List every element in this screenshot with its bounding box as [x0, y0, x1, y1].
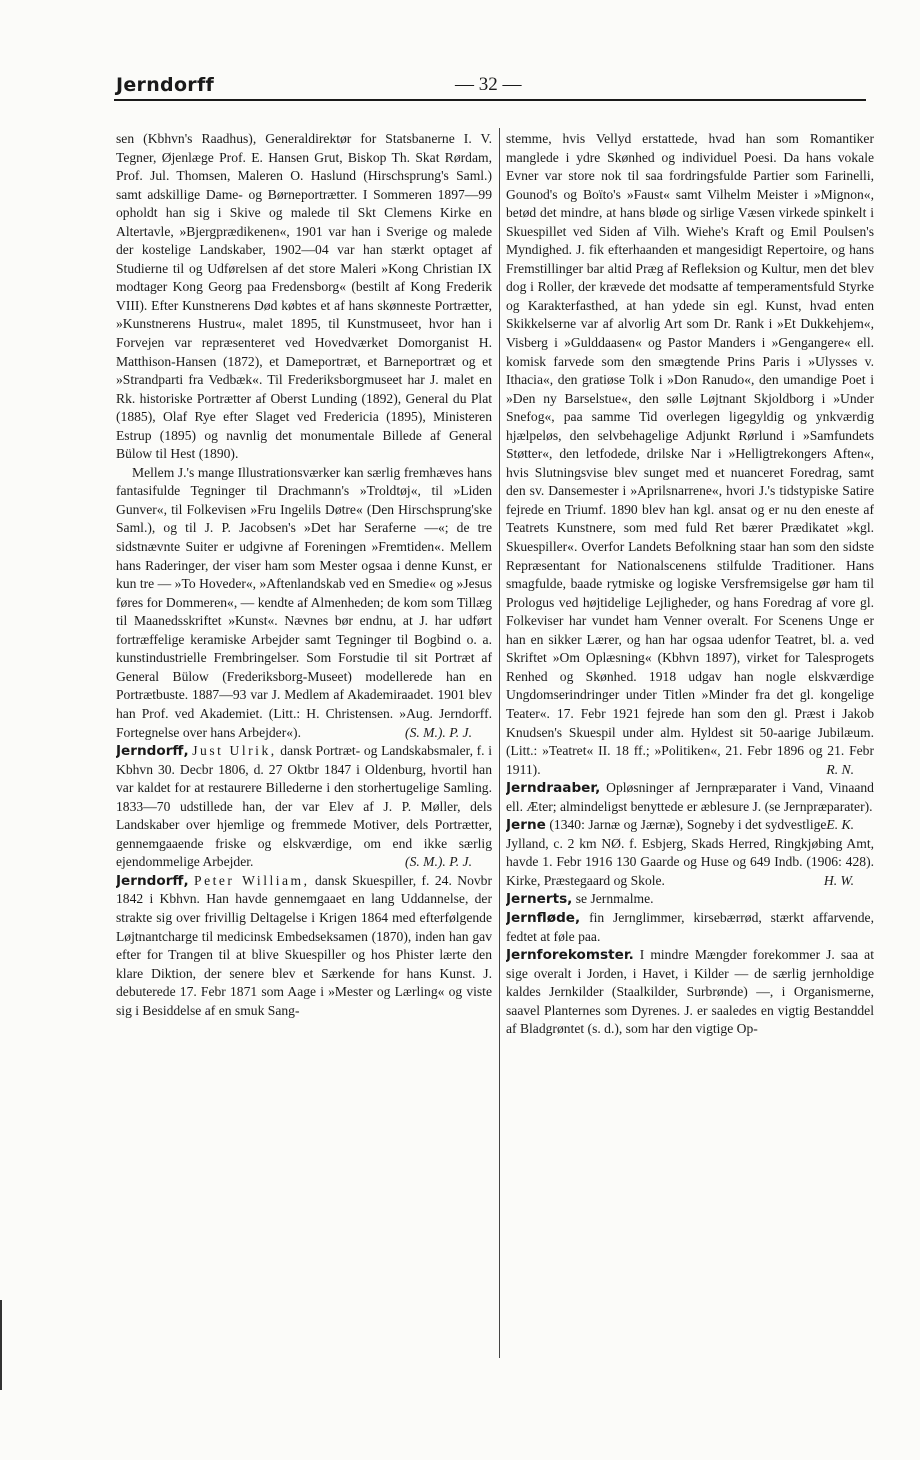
entry-text: dansk Skuespiller, f. 24. Novbr 1842 i Kbhvn. Han havde gennemgaaet en lang Uddannelse, der strakte sig over frivillig Deltagelse i Krigen 1864 med efterfølgende Løjtnantcharge til medicinsk Embedseksamen (1870), inden han gav efter for Trangen til at blive Skuespiller og hos Phister lærte den klare Diktion, der senere blev et Særkende for hans Kunst. J. debuterede 17. Febr 1871 som Aage i »Mester og Lærling« og viste sig i Besiddelse af en smuk Sang- [116, 872, 492, 1018]
signature: R. N. [826, 761, 854, 777]
entry-text: I mindre Mængder forekommer J. saa at sige overalt i Jorden, i Havet, i Kilder — de særlig jernholdige kaldes Jernkilder (Staalkilder, Surbrønde) —, i Organismerne, saavel Planternes som Dyrenes. J. er saaledes en vigtig Bestanddel af Bladgrøntet (s. d.), som har den vigtige Op- [506, 947, 874, 1037]
scan-edge-mark [0, 1300, 2, 1390]
entry-jerne [506, 816, 874, 890]
header-rule [114, 99, 866, 101]
signature: (S. M.). P. J. [405, 724, 472, 740]
left-column [116, 130, 492, 1360]
column-divider [499, 128, 500, 1358]
signature: H. W. [823, 872, 854, 888]
entry-jerndorff-peter-william [116, 872, 492, 1020]
entry-text: dansk Portræt- og Landskabsmaler, f. i Kbhvn 30. Decbr 1806, d. 27 Oktbr 1847 i Oldenburg, hvortil han var kaldet for at restaurere Billederne i den storhertugelige Samling. 1833—70 udstillede han, der var Elev af J. P. Møller, dels Landskaber over hjemlige og fremmede Motiver, dels Portrætter, gennemgaaende friske og elskværdige, om end ikke særlig ejendommelige Arbejder. [116, 743, 492, 870]
entry-text: (1340: Jarnæ og Jærnæ), Sogneby i det sydvestlige Jylland, c. 2 km NØ. f. Esbjerg, Skads Herred, Ringkjøbing Amt, havde 1. Febr 1916 130 Gaarde og Huse og 649 Indb. (1906: 428). Kirke, Præstegaard og Skole. [506, 817, 874, 888]
entry-text: se Jernmalme. [575, 891, 654, 907]
entry-name: Just Ulrik, [192, 743, 277, 759]
left-paragraph-1: sen (Kbhvn's Raadhus), Generaldirektør for Statsbanerne I. V. Tegner, Øjenlæge Prof. E. Hansen Grut, Biskop Th. Skat Rørdam, Prof. Jul. Thomsen, Maleren O. Haslund (Hirschsprung's Saml.) samt adskillige Dame- og Børneportrætter. I Sommeren 1897—99 opholdt han sig i Skive og malede til Skt Clemens Kirke en Altertavle, »Bjergprædikenen«, 1901 var han i Sverige og malede der kostelige Landskaber, 1902—04 var han stærkt optaget af Studierne til og Udførelsen af det store Maleri »Kong Christian IX modtager Kong Georg paa Fredensborg« (bestilt af Kong Frederik VIII). Efter Kunstnerens Død købtes et af hans skønneste Portrætter, »Kunstnerens Hustru«, malet 1895, til Kunstmuseet, hvor han i Forvejen var repræsenteret ved Hovedværket Domorganist H. Matthison-Hansen (1872), et Dameportræt, et Barneportræt og et »Strandparti fra Vedbæk«. Til Frederiksborgmuseet har J. malet en Rk. historiske Portrætter af Oberst Lunding (1892), General du Plat (1885), Olaf Rye efter Slaget ved Fredericia (1895), Ministeren Estrup (1895) og navnlig det monumentale Billede af General Bülow til Hest (1890). [116, 131, 492, 462]
entry-text: fin Jernglimmer, kirsebærrød, stærkt affarvende, fedtet at føle paa. [506, 909, 874, 944]
page-header [0, 70, 920, 102]
entry-text: Opløsninger af Jernpræparater i Vand, Vinaand ell. Æter; almindeligst benyttede er æblesure J. (se Jernpræparater). [506, 780, 874, 814]
entry-headword: Jerndraaber, [506, 780, 601, 797]
running-head: Jerndorff [116, 74, 215, 96]
entry-headword: Jerndorff, [116, 872, 189, 889]
left-paragraph-2-text: Mellem J.'s mange Illustrationsværker kan særlig fremhæves hans fantasifulde Tegninger til Drachmann's »Troldtøj«, til »Liden Gunver«, til Folkevisen »Fru Ingelils Døtre« (Den Hirschsprung'ske Saml.), og til J. P. Jacobsen's »Det har Seraferne —«; de tre sidstnævnte Suiter er udgivne af Foreningen »Fremtiden«. Mellem hans Raderinger, der viser ham som Mester ogsaa i denne Kunst, er kun tre — »To Hoveder«, »Aftenlandskab ved en Smedie« og »Jesus føres for Dommeren«, — kendte af Almenheden; de kom som Tillæg til Maanedsskriftet »Kunst«. Nævnes bør endnu, at J. har udført fortræffelige keramiske Arbejder samt Tegninger til Bogbind o. a. kunstindustrielle Frembringelser. Som Forstudie til sit Portræt af General Bülow (Frederiksborg-Museet) modellerede han en Portrætbuste. 1887—93 var J. Medlem af Akademiraadet. 1901 blev han Prof. ved Akademiet. (Litt.: H. Christensen. »Aug. Jerndorff. Fortegnelse over hans Arbejder«). [116, 464, 492, 740]
entry-jernerts [506, 890, 874, 909]
signature: E. K. [826, 817, 854, 833]
entry-jernforekomster [506, 946, 874, 1039]
entry-name: Peter William, [194, 872, 310, 888]
page-number: — 32 — [455, 74, 522, 95]
entry-headword: Jerndorff, [116, 743, 189, 760]
entry-headword: Jernerts, [506, 891, 573, 908]
entry-jernflode [506, 909, 874, 946]
entry-headword: Jernfløde, [506, 909, 581, 926]
entry-headword: Jernforekomster. [506, 947, 634, 964]
entry-jerndorff-just-ulrik [116, 742, 492, 872]
right-paragraph-1 [506, 130, 874, 779]
left-paragraph-2 [116, 464, 492, 742]
signature: (S. M.). P. J. [405, 854, 472, 870]
right-column [506, 130, 874, 1360]
right-paragraph-1-text: stemme, hvis Vellyd erstattede, hvad han som Romantiker manglede i ydre Skønhed og individuel Poesi. Da hans vokale Evner var store nok til saa fordringsfulde Partier som Farinelli, Gounod's og Boïto's »Faust« samt Vilhelm Meister i »Mignon«, betød det mindre, at hans bløde og sirlige Væsen virkede spinkelt i Skuespillet ved Siden af Vilh. Wiehe's Kraft og Emil Poulsen's Myndighed. J. fik efterhaanden et mangesidigt Repertoire, og hans Fremstillinger bar altid Præg af Refleksion og Kultur, men det blev dog i Roller, der krævede det modsatte af temperamentsfuld Styrke og Karakterfasthed, at han ydede sin egl. Kunst, hvad enten Skikkelserne var af alvorlig Art som Dr. Rank i »Et Dukkehjem«, Visberg i »Gulddaasen« og Pastor Manders i »Gengangere« ell. komisk farvede som den smægtende Prins Paris i »Ulysses v. Ithacia«, den gratiøse Tolk i »Don Ranudo«, den umandige Poet i »Den ny Barselstue«, den sølle Løjtnant Skjoldborg i »Under Snefog«, paa samme Tid overlegen ligegyldig og ynkværdig hjælpeløs, den selvbehagelige Adjunkt Rørlund i »Samfundets Støtter«, den letfodede, drilske Nar i »Helligtrekongers Aften«, hvis Slutningsvise blev sunget med et nuanceret Foredrag, samt den sv. Dansemester i »Aprilsnarrene«, hvori J.'s tidstypiske Satire fejrede en Triumf. 1890 blev han kgl. ansat og er nu den eneste af Teatrets Kunstnere, som med fuld Ret bærer Prædikatet »kgl. Skuespiller«. Overfor Landets Befolkning staar han som den sidste Repræsentant for Nationalscenens stilfulde Traditioner. Hans smagfulde, baade rytmiske og logiske Versfremsigelse gør ham til Prologus ved højtidelige Lejligheder, og hans Foredrag af vore gl. Folkeviser har vundet ham Venner overalt. For Scenens Unge er han en sikker Lærer, og han har ogsaa udenfor Teatret, bl. a. ved Skriftet »Om Oplæsning« (Kbhvn 1897), virket for Talesprogets Renhed og Skønhed. 1918 udgav han nogle elskværdige Ungdomserindringer under Titlen »Minder fra det gl. kongelige Teater«. 17. Febr 1921 fejrede han som den gl. Præst i Jakob Knudsen's Skuespil under alm. Hyldest sit 50-aarige Jubilæum. (Litt.: »Teatret« II. 18 ff.; »Politiken«, 21. Febr 1896 og 21. Febr 1911). [506, 131, 874, 777]
entry-headword: Jerne [506, 817, 546, 834]
